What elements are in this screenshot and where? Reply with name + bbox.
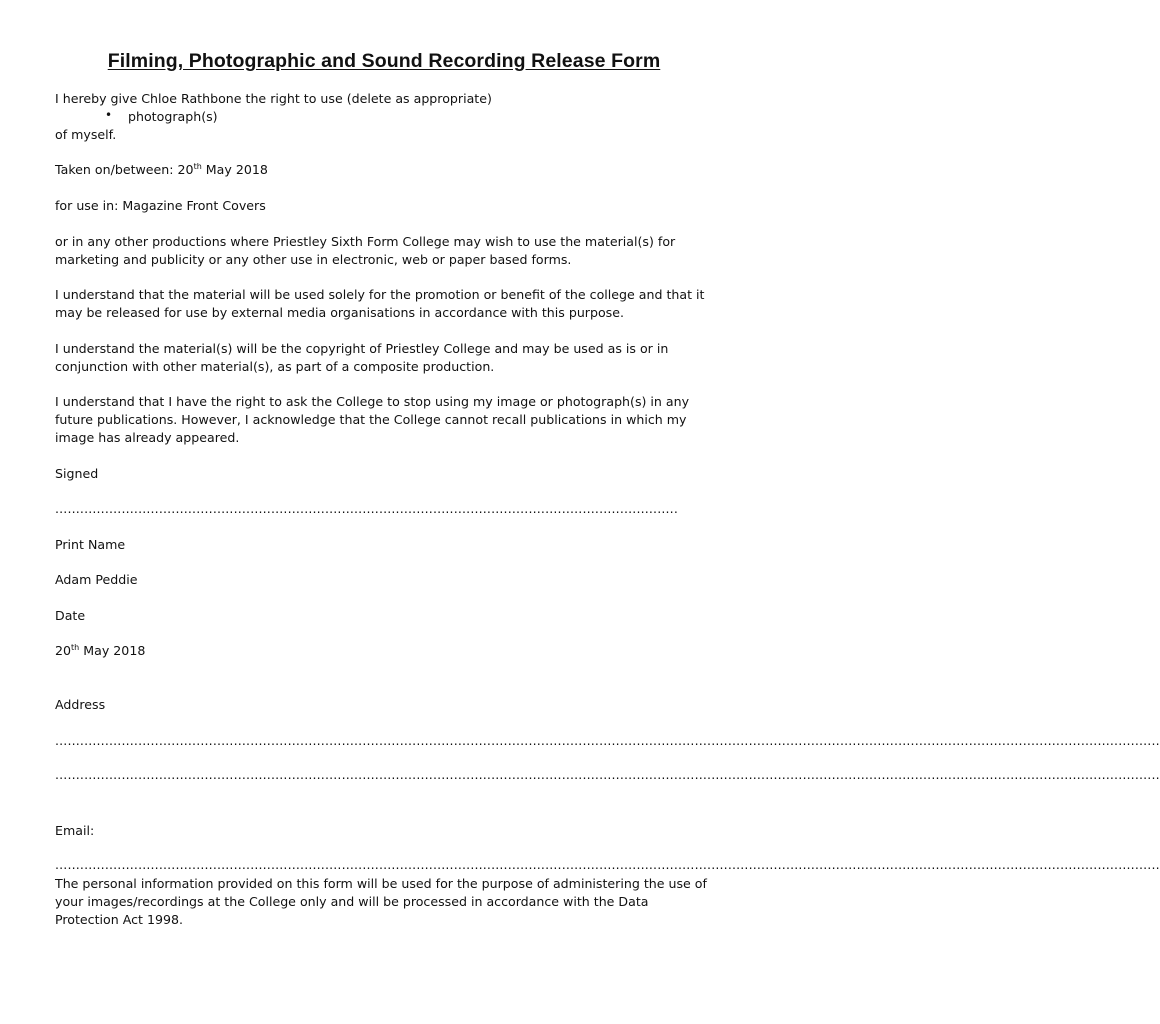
form-title: Filming, Photographic and Sound Recording Release Form [107,50,661,72]
paragraph-copyright: I understand the material(s) will be the copyright of Priestley College and may be used as is or in conjunction with other material(s), as part of a composite production. [55,341,669,374]
date-label: Date [55,608,86,623]
taken-on-line: Taken on/between: 20th May 2018 [55,162,268,177]
email-label: Email: [55,823,95,838]
use-in-line: for use in: Magazine Front Covers [55,198,266,213]
email-line[interactable]: .......................................................................................................................................................................................................................................................................... [55,857,1160,872]
paragraph-promotion: I understand that the material will be used solely for the promotion or benefit of the college and that it may be released for use by external media organisations in accordance with this purpose. [55,287,705,320]
data-protection-notice: The personal information provided on this form will be used for the purpose of administering the use of your images/recordings at the College only and will be processed in accordance with the Data Protection Act 1998. [55,876,707,927]
intro-line: I hereby give Chloe Rathbone the right to use (delete as appropriate) [55,91,492,106]
signature-line[interactable]: ...................................................................................................................................................... [55,501,678,516]
print-name-value[interactable]: Adam Peddie [55,572,138,587]
paragraph-productions: or in any other productions where Priestley Sixth Form College may wish to use the material(s) for marketing and publicity or any other use in electronic, web or paper based forms. [55,234,676,267]
address-line-1[interactable]: .......................................................................................................................................................................................................................................................................... [55,733,1160,748]
address-line-2[interactable]: .......................................................................................................................................................................................................................................................................... [55,767,1160,782]
paragraph-rights: I understand that I have the right to ask the College to stop using my image or photograph(s) in any future publications. However, I acknowledge that the College cannot recall publications in which my image has already appeared. [55,394,690,445]
bullet-item-photographs: photograph(s) [128,109,218,124]
of-myself-line: of myself. [55,127,117,142]
bullet-dot: • [105,108,113,122]
signed-label: Signed [55,466,99,481]
date-value[interactable]: 20th May 2018 [55,643,146,658]
address-label: Address [55,697,106,712]
print-name-label: Print Name [55,537,126,552]
